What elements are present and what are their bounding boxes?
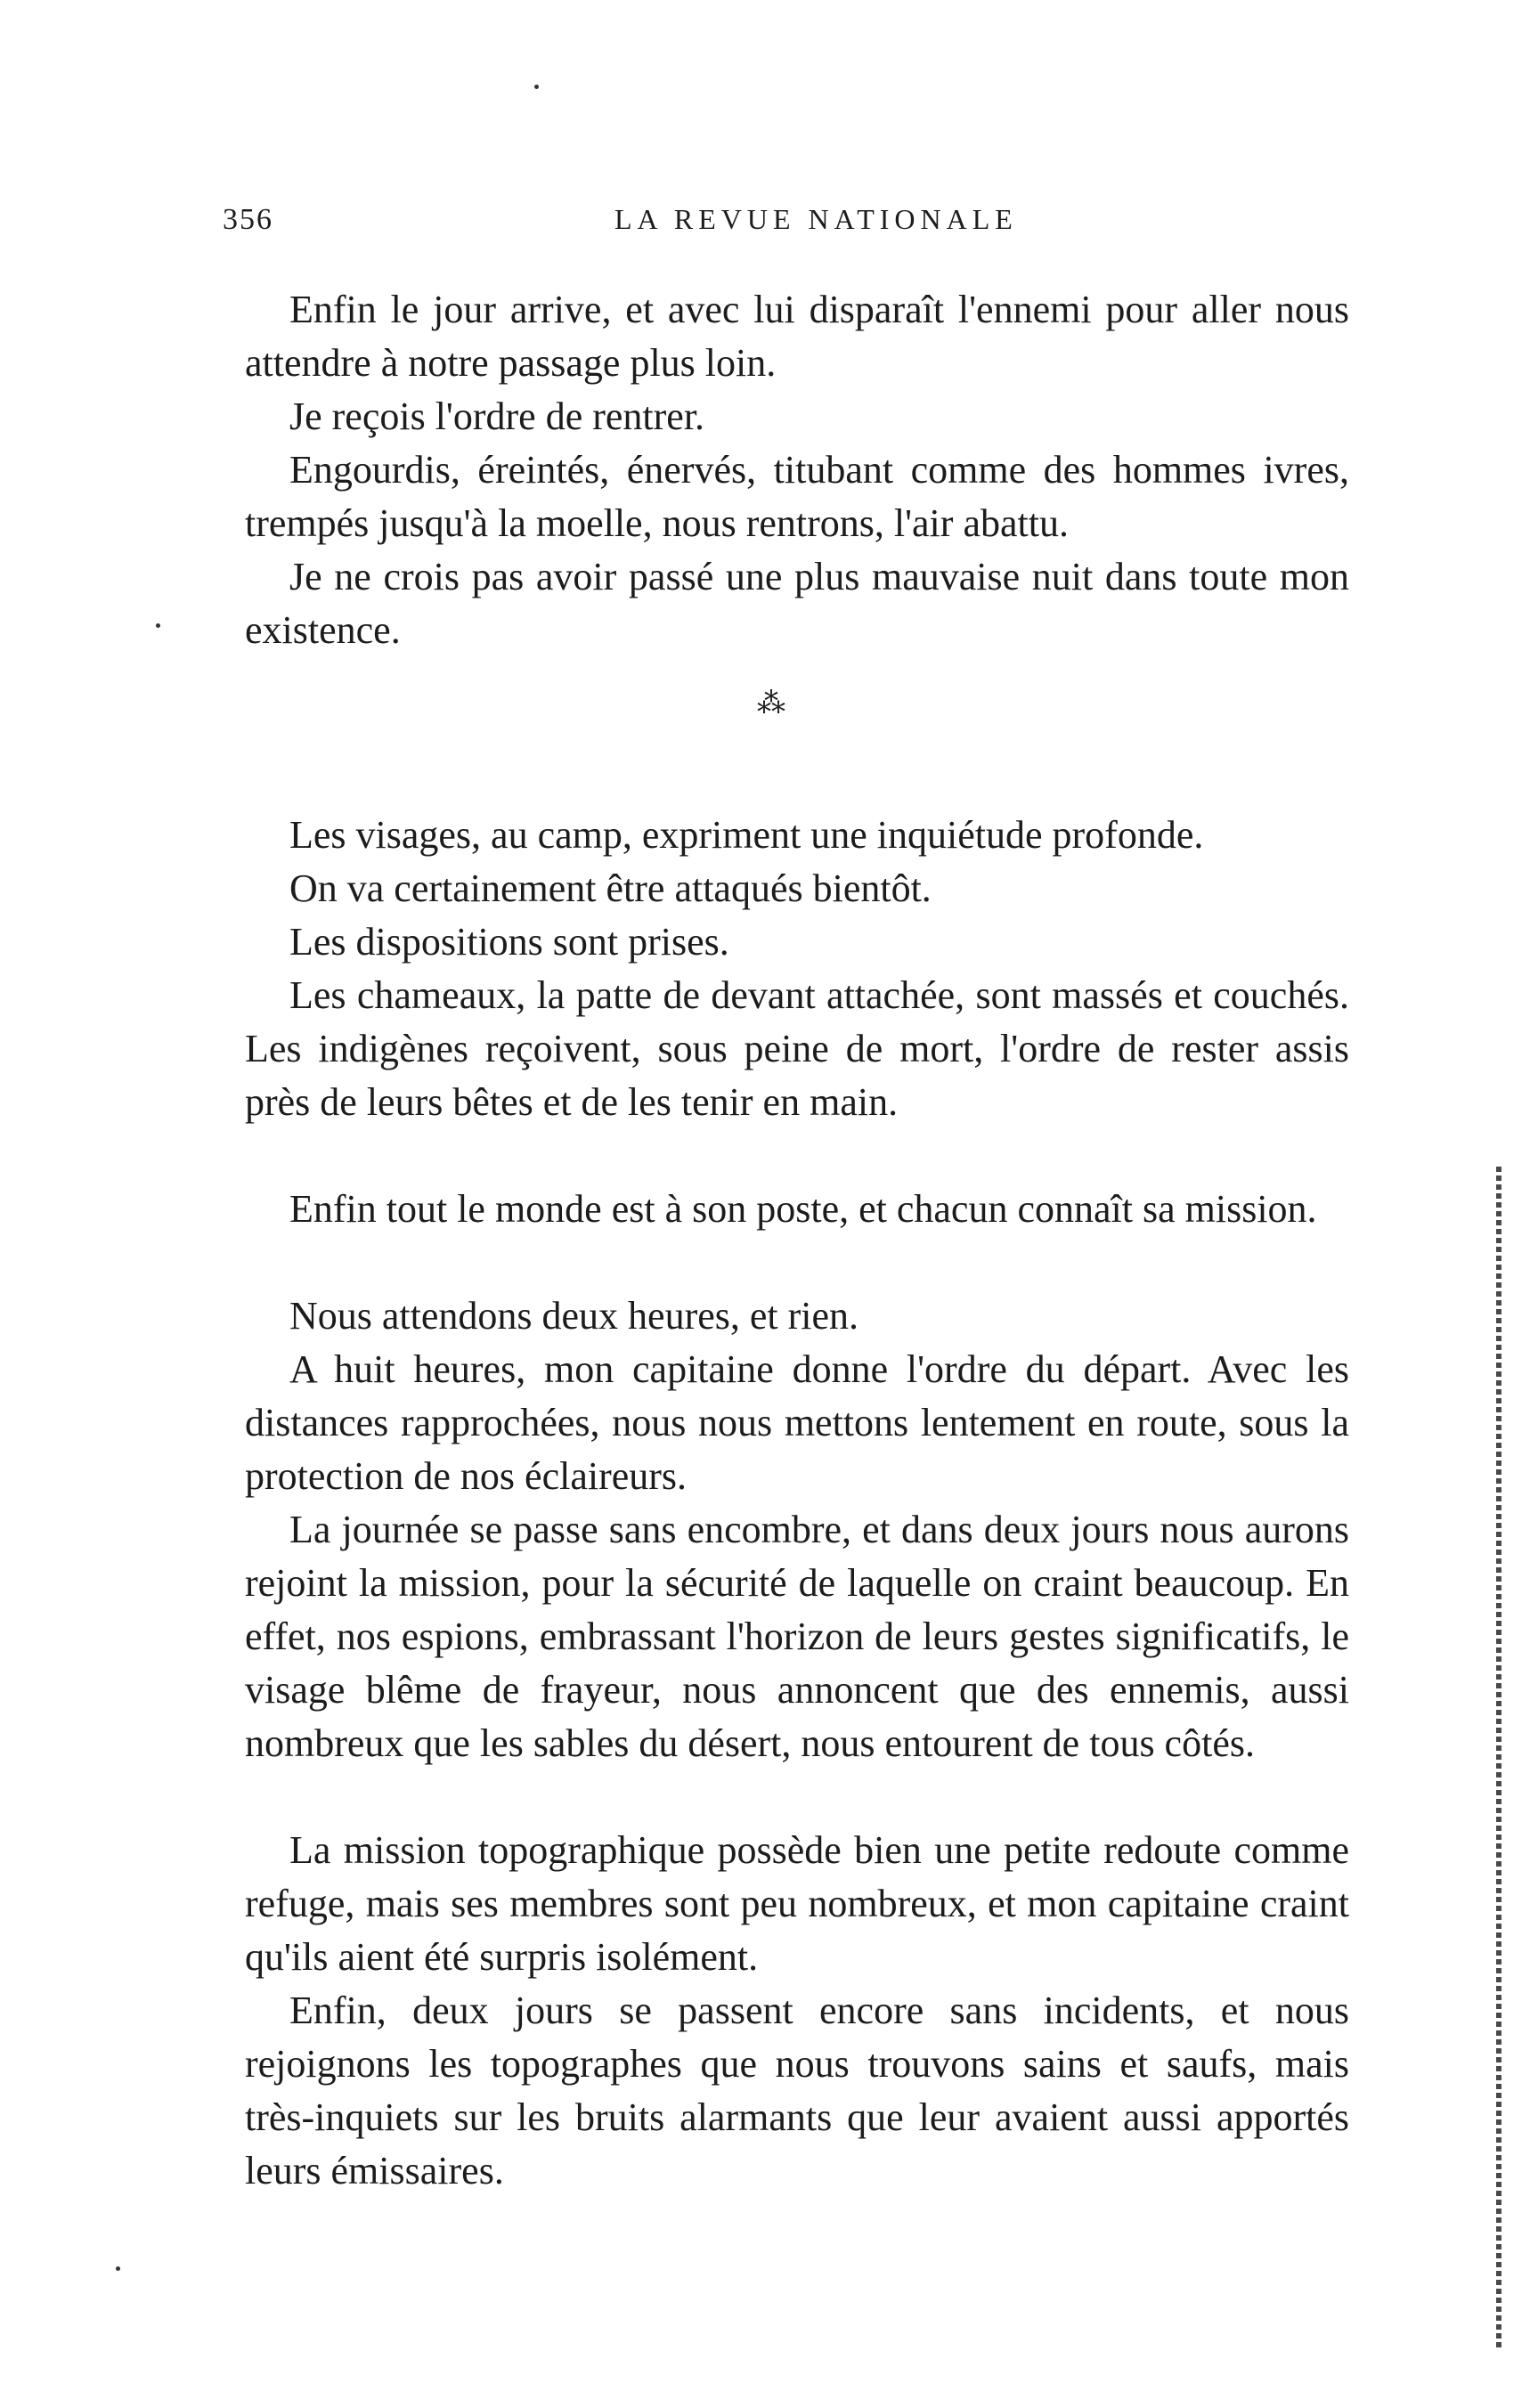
paragraph: La journée se passe sans encombre, et dans deux jours nous aurons rejoint la mission, pour la sécurité de laquelle on craint beaucoup. En effet, nos espions, embrassant l'horizon de leurs gestes significatifs, le visage blême de frayeur, nous annoncent que des ennemis, aussi nombreux que les sables du désert, nous entourent de tous côtés. bbox=[245, 1508, 1349, 1765]
paragraph: Les chameaux, la patte de devant attachée, sont massés et couchés. Les indigènes reçoivent, sous peine de mort, l'ordre de rester assis près de leurs bêtes et de les tenir en main. bbox=[245, 973, 1349, 1124]
speck bbox=[156, 623, 160, 628]
paragraph: Les dispositions sont prises. bbox=[289, 920, 729, 964]
paragraph: Enfin le jour arrive, et avec lui disparaît l'ennemi pour aller nous attendre à notre passage plus loin. bbox=[245, 288, 1349, 385]
section-separator: ⁂ bbox=[757, 687, 793, 719]
speck bbox=[534, 85, 539, 89]
paragraph: Nous attendons deux heures, et rien. bbox=[289, 1294, 859, 1338]
paragraph: Les visages, au camp, expriment une inquiétude profonde. bbox=[289, 813, 1204, 857]
speck bbox=[116, 2266, 120, 2271]
running-title: LA REVUE NATIONALE bbox=[614, 203, 1018, 235]
paragraph: On va certainement être attaqués bientôt. bbox=[289, 866, 932, 910]
page-edge-shadow bbox=[1496, 1167, 1501, 2351]
paragraph: La mission topographique possède bien une petite redoute comme refuge, mais ses membres sont peu nombreux, et mon capitaine craint qu'ils aient été surpris isolément. bbox=[245, 1828, 1349, 1979]
paragraph: Engourdis, éreintés, énervés, titubant comme des hommes ivres, trempés jusqu'à la moelle, nous rentrons, l'air abattu. bbox=[245, 448, 1349, 545]
paragraph: Je reçois l'ordre de rentrer. bbox=[289, 395, 705, 438]
paragraph: Je ne crois pas avoir passé une plus mauvaise nuit dans toute mon existence. bbox=[245, 555, 1349, 652]
paragraph: Enfin tout le monde est à son poste, et chacun connaît sa mission. bbox=[289, 1187, 1317, 1231]
paragraph: A huit heures, mon capitaine donne l'ordre du départ. Avec les distances rapprochées, nous nous mettons lentement en route, sous la protection de nos éclaireurs. bbox=[245, 1347, 1349, 1498]
paragraph: Enfin, deux jours se passent encore sans incidents, et nous rejoignons les topographes que nous trouvons sains et saufs, mais très-inquiets sur les bruits alarmants que leur avaient aussi apportés leurs émissaires. bbox=[245, 1989, 1349, 2192]
page-number: 356 bbox=[223, 203, 273, 236]
